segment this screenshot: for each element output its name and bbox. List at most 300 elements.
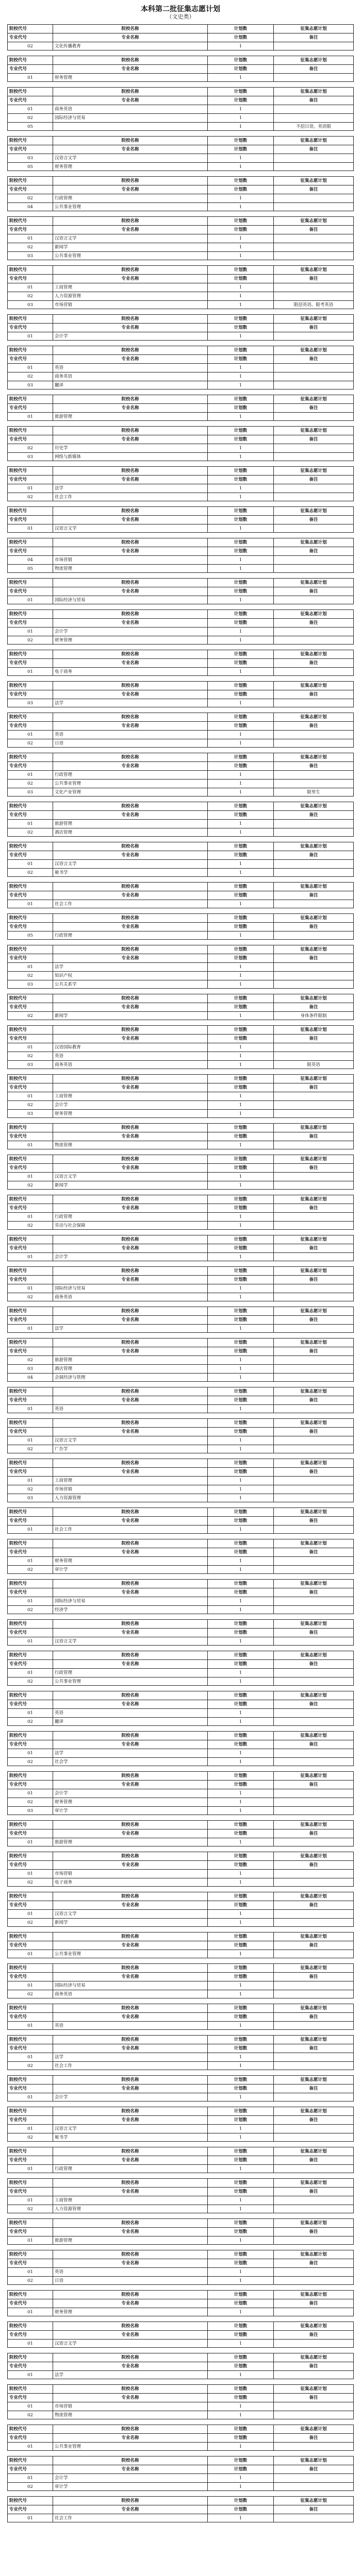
inst-name-label: 院校名称 [53,2147,208,2156]
major-name-label: 专业名称 [53,2331,208,2339]
major-count: 1 [208,2093,274,2101]
major-code: 01 [8,2308,53,2316]
major-code: 01 [8,2443,53,2450]
major-row [7,113,354,122]
inst-remark-label: 征集志愿计划 [300,2109,327,2114]
major-note [274,1990,353,1998]
major-name: 公共事业管理 [53,203,208,211]
major-name-label: 专业名称 [53,722,208,730]
inst-name-label: 院校名称 [53,1124,208,1132]
major-note [274,1485,353,1494]
major-count: 1 [208,1436,274,1445]
major-code: 01 [8,900,53,908]
major-header-row [7,225,354,234]
major-count: 1 [208,1910,274,1918]
major-header-row [7,2393,354,2402]
inst-code-label: 院校代号 [8,1124,53,1132]
major-count: 1 [208,1061,274,1069]
major-header-row [7,354,354,363]
major-name: 国际经济与贸易 [53,1981,208,1990]
inst-name-label: 院校名称 [53,1620,208,1628]
plan-count-label: 计划数 [208,2385,274,2393]
inst-name-label: 院校名称 [53,507,208,515]
major-note [274,2205,353,2213]
plan-table [7,2178,354,2213]
major-name-label: 专业名称 [53,1003,208,1011]
major-count: 1 [208,203,274,211]
major-count-label: 计划数 [208,185,274,194]
inst-name-label: 院校名称 [53,1026,208,1034]
institution-header-row [7,395,354,403]
major-name: 商务英语 [53,372,208,381]
major-code-label: 专业代号 [8,1204,53,1212]
major-code: 01 [8,2268,53,2276]
major-code: 03 [8,1494,53,1502]
major-note [274,1365,353,1373]
plan-table [7,426,354,461]
major-note [274,453,353,461]
major-name: 汉语国际教育 [53,1043,208,1052]
major-row [7,1950,354,1958]
major-note [274,1919,353,1926]
major-name-label: 专业名称 [53,762,208,770]
major-count: 1 [208,283,274,292]
major-name-label: 专业名称 [53,226,208,234]
plan-count-label: 计划数 [208,1691,274,1700]
major-code: 01 [8,2125,53,2133]
major-remark-label: 备注 [309,2364,318,2369]
major-row [7,194,354,202]
inst-name-label: 院校名称 [53,2291,208,2299]
inst-remark-label: 征集志愿计划 [300,2037,327,2042]
major-remark-label: 备注 [309,325,318,330]
major-count: 1 [208,1718,274,1725]
major-note [274,1173,353,1181]
major-remark-label: 备注 [309,1831,318,1836]
major-note [274,2133,353,2141]
major-count: 1 [208,1213,274,1221]
major-name: 工商管理 [53,2196,208,2205]
major-note [274,2196,353,2205]
institution-header-row [7,426,354,435]
inst-remark-label: 征集志愿计划 [300,1894,327,1899]
major-note [274,931,353,939]
major-name [53,123,208,130]
major-name: 行政管理 [53,2165,208,2173]
major-note [274,596,353,604]
institution-header-row [7,1235,354,1244]
major-header-row [7,1829,354,1838]
major-row [7,1181,354,1190]
major-note [274,2165,353,2173]
major-name-label: 专业名称 [53,1861,208,1869]
major-row [7,1052,354,1060]
plan-table [7,24,354,50]
inst-remark-label: 征集志愿计划 [300,509,327,514]
major-name: 人力资源管理 [53,292,208,300]
major-count: 1 [208,381,274,389]
major-code: 04 [8,1374,53,1381]
plan-table [7,265,354,309]
major-name-label: 专业名称 [53,2013,208,2021]
major-code: 01 [8,1597,53,1605]
inst-name-label: 院校名称 [53,1195,208,1204]
major-note [274,2053,353,2061]
major-count: 1 [208,2022,274,2029]
major-row [7,1373,354,1382]
major-row [7,962,354,971]
major-note [274,1043,353,1052]
institution-header-row [7,1691,354,1700]
major-note [274,493,353,501]
major-code: 01 [8,668,53,675]
major-name: 秘书学 [53,2133,208,2141]
major-name-label: 专业名称 [53,1468,208,1476]
inst-remark-label: 征集志愿计划 [300,1340,327,1345]
major-count: 1 [208,1365,274,1373]
inst-remark-label: 征集志愿计划 [300,397,327,402]
major-count-label: 计划数 [208,2013,274,2021]
major-row [7,1749,354,1757]
major-note [274,2093,353,2101]
major-code-label: 专业代号 [8,355,53,363]
major-row [7,243,354,251]
inst-remark-label: 征集志愿计划 [300,428,327,433]
major-row [7,1092,354,1100]
major-name: 商务英语 [53,1990,208,1998]
major-note [274,203,353,211]
plan-table [7,87,354,131]
institution-header-row [7,650,354,658]
inst-name-label: 院校名称 [53,538,208,547]
inst-remark-label: 征集志愿计划 [300,138,327,143]
major-row [7,1556,354,1565]
major-code: 02 [8,779,53,788]
plan-table [7,314,354,341]
major-name-label: 专业名称 [53,1428,208,1436]
major-name: 财务管理 [53,636,208,644]
major-code: 03 [8,699,53,707]
plan-count-label: 计划数 [208,1307,274,1315]
major-header-row [7,954,354,962]
major-remark-label: 备注 [309,66,318,72]
major-name-label: 专业名称 [53,923,208,931]
major-note [274,283,353,292]
major-count: 1 [208,1043,274,1052]
major-name-label: 专业名称 [53,1660,208,1668]
inst-remark-label: 征集志愿计划 [300,2498,327,2503]
major-header-row [7,2465,354,2473]
major-note [274,699,353,707]
major-name: 法学 [53,963,208,971]
inst-remark-label: 征集志愿计划 [300,468,327,473]
major-name: 汉语言文学 [53,1436,208,1445]
major-row [7,1100,354,1109]
major-name: 英语 [53,1405,208,1413]
major-remark-label: 备注 [309,2507,318,2512]
institution-header-row [7,1338,354,1347]
major-remark-label: 备注 [309,549,318,554]
major-name: 行政管理 [53,771,208,779]
major-count: 1 [208,444,274,452]
major-code: 01 [8,771,53,779]
major-count: 1 [208,699,274,707]
major-count: 1 [208,820,274,828]
inst-code-label: 院校代号 [8,266,53,274]
major-code-label: 专业代号 [8,1396,53,1404]
major-code: 02 [8,2411,53,2419]
major-count-label: 计划数 [208,2465,274,2473]
major-row [7,1789,354,1798]
major-name: 国际经济与贸易 [53,114,208,122]
major-remark-label: 备注 [309,1518,318,1523]
major-note [274,484,353,493]
major-code-label: 专业代号 [8,1517,53,1525]
plan-table [7,136,354,171]
major-remark-label: 备注 [309,2189,318,2194]
major-name: 电子商务 [53,668,208,675]
major-header-row [7,1467,354,1476]
major-name-label: 专业名称 [53,1347,208,1355]
major-count: 1 [208,105,274,113]
major-name: 工商管理 [53,1092,208,1100]
major-name: 英语 [53,364,208,372]
major-count: 1 [208,1485,274,1494]
plan-table [7,650,354,676]
major-code-label: 专业代号 [8,659,53,667]
major-code-label: 专业代号 [8,690,53,699]
major-count: 1 [208,1789,274,1798]
major-row [7,2205,354,2213]
major-count: 1 [208,2125,274,2133]
major-name: 行政管理 [53,1213,208,1221]
major-name-label: 专业名称 [53,404,208,412]
plan-count-label: 计划数 [208,56,274,64]
major-name: 商务英语 [53,1061,208,1069]
inst-remark-label: 征集志愿计划 [300,916,327,921]
major-count: 1 [208,163,274,171]
major-name-label: 专业名称 [53,2084,208,2093]
inst-code-label: 院校代号 [8,1195,53,1204]
major-row [7,73,354,82]
major-header-row [7,1516,354,1525]
major-code: 02 [8,2062,53,2070]
major-name: 市场营销 [53,301,208,309]
inst-name-label: 院校名称 [53,1732,208,1740]
plan-count-label: 计划数 [208,2291,274,2299]
major-count: 1 [208,1878,274,1886]
major-code-label: 专业代号 [8,2505,53,2514]
major-name: 公共事业管理 [53,1677,208,1685]
major-remark-label: 备注 [309,437,318,442]
major-count: 1 [208,869,274,876]
inst-name-label: 院校名称 [53,1235,208,1244]
major-header-row [7,587,354,596]
major-note: 限招英语，限考英语 [293,302,334,308]
plan-count-label: 计划数 [208,2353,274,2362]
major-count: 1 [208,1870,274,1878]
major-count-label: 计划数 [208,954,274,962]
institution-header-row [7,945,354,954]
major-code-label: 专业代号 [8,1548,53,1556]
major-remark-label: 备注 [309,1206,318,1211]
major-code-label: 专业代号 [8,619,53,627]
major-name-label: 专业名称 [53,275,208,283]
inst-remark-label: 征集志愿计划 [300,1027,327,1032]
inst-name-label: 院校名称 [53,1459,208,1467]
plan-table [7,1892,354,1927]
major-code: 01 [8,1436,53,1445]
plan-count-label: 计划数 [208,1964,274,1972]
inst-code-label: 院校代号 [8,25,53,33]
major-remark-label: 备注 [309,589,318,594]
major-count-label: 计划数 [208,1347,274,1355]
inst-name-label: 院校名称 [53,1691,208,1700]
major-name-label: 专业名称 [53,619,208,627]
major-code: 03 [8,1807,53,1815]
inst-code-label: 院校代号 [8,2147,53,2156]
major-name: 公共事业管理 [53,1950,208,1958]
major-row [7,1838,354,1846]
major-code: 01 [8,234,53,243]
major-code-label: 专业代号 [8,811,53,819]
major-code: 01 [8,2474,53,2482]
inst-code-label: 院校代号 [8,2179,53,2187]
plan-table [7,2456,354,2491]
major-name: 翻译 [53,381,208,389]
major-code: 01 [8,820,53,828]
institution-header-row [7,2353,354,2362]
inst-name-label: 院校名称 [53,395,208,403]
major-note [274,114,353,122]
major-count: 1 [208,1919,274,1926]
inst-code-label: 院校代号 [8,753,53,761]
major-name: 社会工作 [53,1526,208,1533]
major-row [7,412,354,421]
major-row [7,1324,354,1333]
major-name: 英语 [53,731,208,739]
major-header-row [7,2156,354,2164]
inst-code-label: 院校代号 [8,1235,53,1244]
major-count: 1 [208,484,274,493]
plan-count-label: 计划数 [208,1580,274,1588]
major-remark-label: 备注 [309,1134,318,1139]
major-name: 公共事业管理 [53,779,208,788]
major-count: 1 [208,980,274,988]
major-name-label: 专业名称 [53,145,208,154]
inst-name-label: 院校名称 [53,1508,208,1516]
major-count-label: 计划数 [208,1204,274,1212]
major-row [7,1141,354,1149]
inst-code-label: 院校代号 [8,427,53,435]
inst-code-label: 院校代号 [8,1267,53,1275]
major-count: 1 [208,668,274,675]
inst-name-label: 院校名称 [53,315,208,323]
major-note [274,869,353,876]
major-row [7,105,354,113]
inst-remark-label: 征集志愿计划 [300,1653,327,1658]
institution-header-row [7,753,354,761]
major-name-label: 专业名称 [53,1083,208,1092]
major-remark-label: 备注 [309,620,318,625]
major-name: 行政管理 [53,194,208,202]
major-header-row [7,2330,354,2339]
major-code: 01 [8,2236,53,2244]
major-note [274,364,353,372]
major-remark-label: 备注 [309,2117,318,2123]
major-note [274,1718,353,1725]
major-count: 1 [208,931,274,939]
inst-name-label: 院校名称 [53,177,208,185]
plan-table [7,1025,354,1069]
plan-table [7,2353,354,2379]
major-header-row [7,1700,354,1708]
major-code: 01 [8,1910,53,1918]
plan-table [7,1507,354,1534]
plan-count-label: 计划数 [208,395,274,403]
major-row [7,1494,354,1502]
major-row [7,1355,354,1364]
major-header-row [7,1083,354,1092]
major-code: 01 [8,1173,53,1181]
inst-remark-label: 征集志愿计划 [300,1822,327,1827]
inst-code-label: 院校代号 [8,2250,53,2259]
major-code-label: 专业代号 [8,891,53,900]
major-code-label: 专业代号 [8,226,53,234]
inst-name-label: 院校名称 [53,1852,208,1860]
inst-code-label: 院校代号 [8,2107,53,2115]
plan-count-label: 计划数 [208,2456,274,2465]
major-name: 人力资源管理 [53,2205,208,2213]
inst-name-label: 院校名称 [53,1307,208,1315]
institution-header-row [7,1507,354,1516]
major-note [274,1110,353,1117]
plan-table [7,1266,354,1301]
major-code-label: 专业代号 [8,2084,53,2093]
major-count: 1 [208,1477,274,1485]
major-note [274,42,353,50]
plan-table [7,1619,354,1646]
major-note [274,1222,353,1229]
major-count: 1 [208,2411,274,2419]
major-count: 1 [208,1637,274,1645]
major-row [7,1060,354,1069]
major-code-label: 专业代号 [8,1244,53,1252]
major-count-label: 计划数 [208,1588,274,1597]
major-header-row [7,2362,354,2370]
major-header-row [7,1347,354,1355]
major-header-row [7,323,354,332]
major-count: 1 [208,1325,274,1332]
inst-name-label: 院校名称 [53,1821,208,1829]
major-row [7,1717,354,1726]
plan-table [7,2290,354,2316]
inst-code-label: 院校代号 [8,1155,53,1163]
major-code: 02 [8,2277,53,2284]
major-row [7,779,354,788]
major-note [274,1445,353,1453]
major-code: 02 [8,1677,53,1685]
major-remark-label: 备注 [309,276,318,281]
major-name-label: 专业名称 [53,811,208,819]
plan-table [7,882,354,908]
major-row [7,251,354,260]
inst-name-label: 院校名称 [53,2353,208,2362]
major-header-row [7,2227,354,2236]
major-name-label: 专业名称 [53,96,208,105]
major-note [274,860,353,868]
major-code: 01 [8,1749,53,1757]
